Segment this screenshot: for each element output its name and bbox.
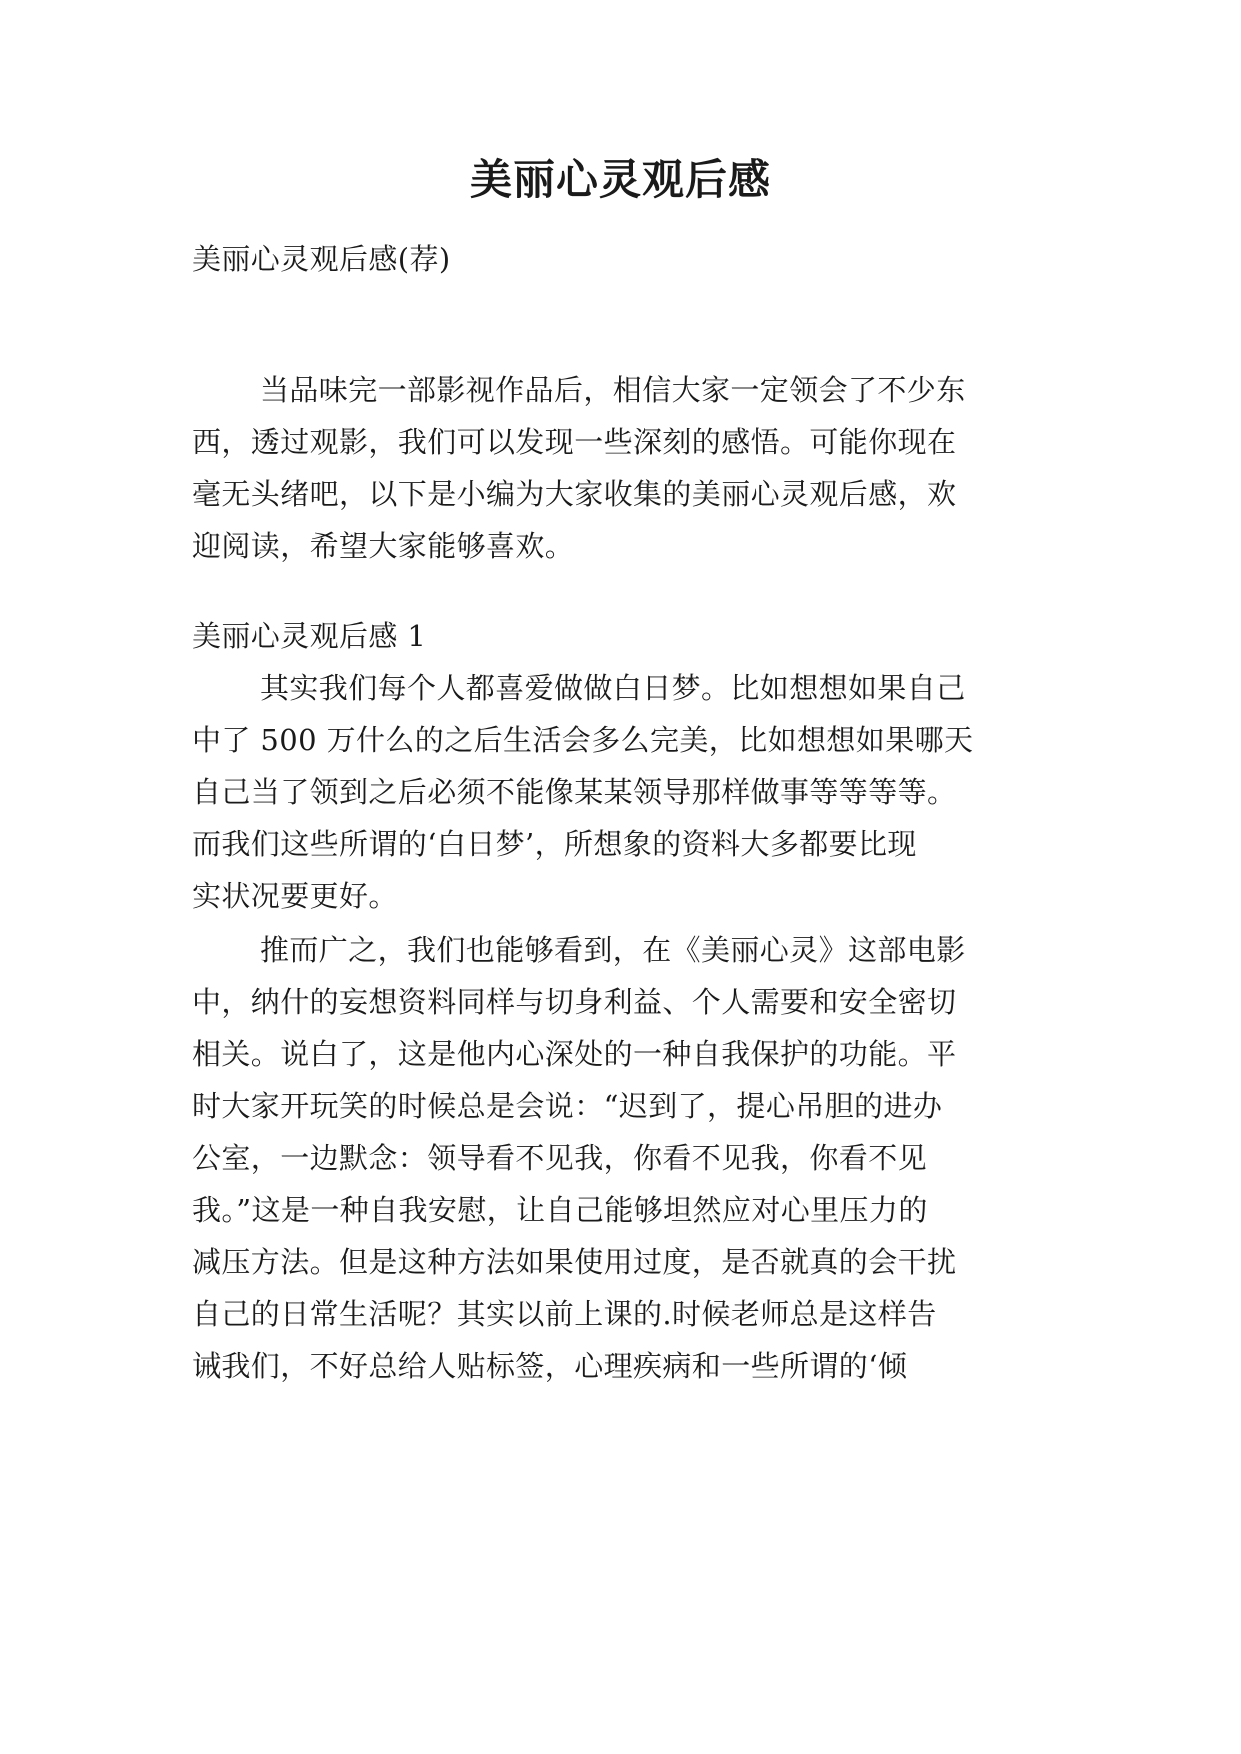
paragraph-line: 迎阅读，希望大家能够喜欢。 bbox=[192, 529, 575, 563]
paragraph-line: 诫我们，不好总给人贴标签，心理疾病和一些所谓的‘倾 bbox=[192, 1349, 908, 1383]
paragraph-line: 其实我们每个人都喜爱做做白日梦。比如想想如果自己 bbox=[260, 671, 966, 705]
paragraph-line: 自己当了领到之后必须不能像某某领导那样做事等等等等。 bbox=[192, 775, 957, 809]
paragraph-line: 我。”这是一种自我安慰，让自己能够坦然应对心里压力的 bbox=[192, 1193, 928, 1227]
paragraph-line: 减压方法。但是这种方法如果使用过度，是否就真的会干扰 bbox=[192, 1245, 957, 1279]
paragraph-line: 当品味完一部影视作品后，相信大家一定领会了不少东 bbox=[260, 373, 966, 407]
paragraph-line: 中，纳什的妄想资料同样与切身利益、个人需要和安全密切 bbox=[192, 985, 957, 1019]
paragraph-line: 自己的日常生活呢？其实以前上课的.时候老师总是这样告 bbox=[192, 1297, 937, 1331]
paragraph-line: 实状况要更好。 bbox=[192, 879, 398, 913]
paragraph-line: 西，透过观影，我们可以发现一些深刻的感悟。可能你现在 bbox=[192, 425, 957, 459]
paragraph-line: 毫无头绪吧，以下是小编为大家收集的美丽心灵观后感，欢 bbox=[192, 477, 957, 511]
paragraph-line: 中了 500 万什么的之后生活会多么完美，比如想想如果哪天 bbox=[192, 723, 974, 757]
paragraph-line: 而我们这些所谓的‘白日梦’，所想象的资料大多都要比现 bbox=[192, 827, 917, 861]
subtitle: 美丽心灵观后感(荐) bbox=[192, 242, 451, 276]
paragraph-line: 相关。说白了，这是他内心深处的一种自我保护的功能。平 bbox=[192, 1037, 957, 1071]
page-title: 美丽心灵观后感 bbox=[469, 155, 771, 204]
paragraph-line: 时大家开玩笑的时候总是会说：“迟到了，提心吊胆的进办 bbox=[192, 1089, 943, 1123]
section-heading: 美丽心灵观后感 1 bbox=[192, 619, 427, 653]
paragraph-line: 公室，一边默念：领导看不见我，你看不见我，你看不见 bbox=[192, 1141, 928, 1175]
paragraph-line: 推而广之，我们也能够看到，在《美丽心灵》这部电影 bbox=[260, 933, 966, 967]
